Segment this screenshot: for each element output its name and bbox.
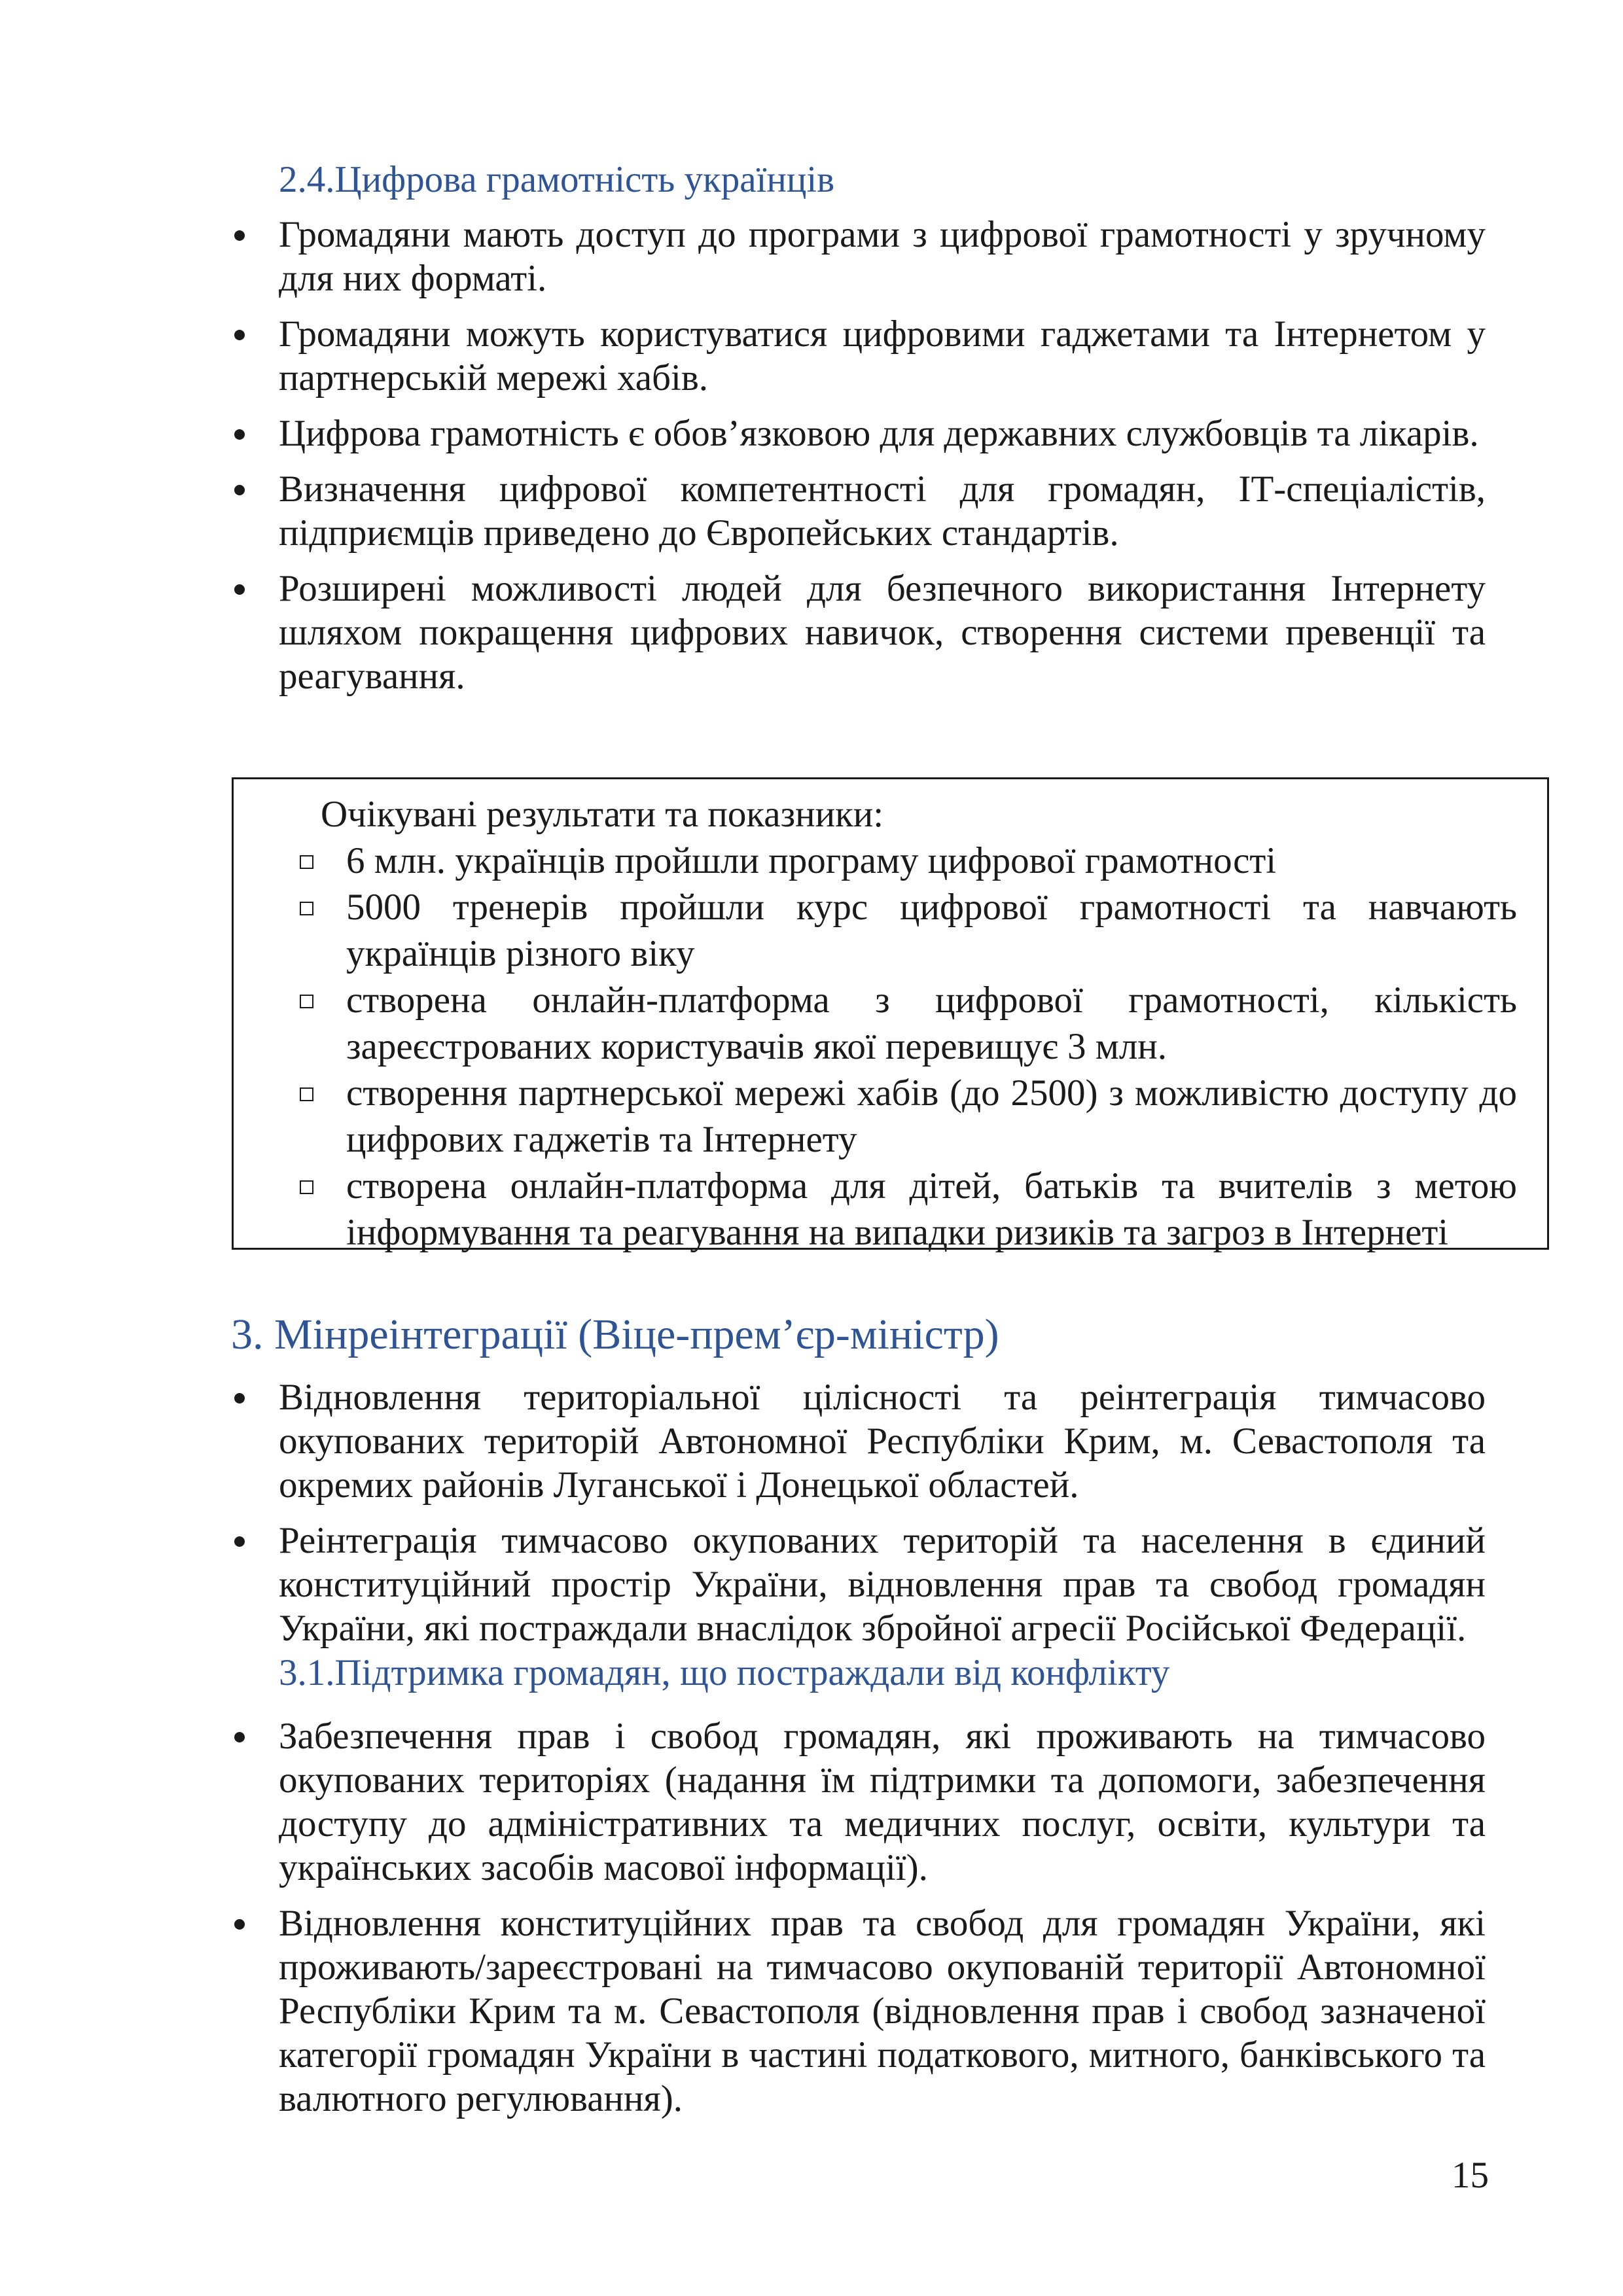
- page-number: 15: [1452, 2155, 1489, 2196]
- section-3-bullet-list: [231, 1375, 1486, 1662]
- list-item-text: Громадяни мають доступ до програми з цифрової грамотності у зручному для них форматі.: [279, 214, 1486, 299]
- list-item-text: Відновлення територіальної цілісності та реінтеграція тимчасово окупованих територій Автономної Республіки Крим, м. Севастополя та окремих районів Луганської і Донецької областей.: [279, 1377, 1486, 1506]
- list-item: [296, 838, 1517, 884]
- bullet-icon: [234, 1393, 245, 1404]
- bullet-icon: [234, 1732, 245, 1742]
- section-2-4-heading: 2.4.Цифрова грамотність українців: [279, 159, 835, 200]
- list-item: [231, 567, 1486, 698]
- bullet-icon: [234, 1919, 245, 1930]
- list-item: [231, 412, 1486, 455]
- checkbox-icon: [300, 902, 313, 915]
- bullet-icon: [234, 584, 245, 595]
- list-item-text: Цифрова грамотність є обов’язковою для державних службовців та лікарів.: [279, 413, 1479, 454]
- expected-results-title: Очікувані результати та показники:: [321, 794, 884, 835]
- list-item-text: Забезпечення прав і свобод громадян, які проживають на тимчасово окупованих територіях (надання їм підтримки та допомоги, забезпечення доступу до адміністративних та медичних послуг, освіти, культури та українських засобів масової інформації).: [279, 1716, 1486, 1888]
- expected-results-list: [296, 838, 1517, 1256]
- list-item-text: Реінтеграція тимчасово окупованих територій та населення в єдиний конституційний простір України, відновлення прав та свобод громадян України, які постраждали внаслідок збройної агресії Російської Федерації.: [279, 1520, 1486, 1649]
- bullet-icon: [234, 485, 245, 495]
- bullet-icon: [234, 1536, 245, 1547]
- list-item: [296, 977, 1517, 1070]
- list-item-text: створена онлайн-платформа з цифрової грамотності, кількість зареєстрованих користувачів якої перевищує 3 млн.: [346, 980, 1517, 1067]
- list-item-text: Громадяни можуть користуватися цифровими гаджетами та Інтернетом у партнерській мережі хабів.: [279, 313, 1486, 398]
- list-item: [231, 312, 1486, 400]
- list-item: [231, 1901, 1486, 2121]
- checkbox-icon: [300, 855, 313, 869]
- list-item-text: створення партнерської мережі хабів (до 2500) з можливістю доступу до цифрових гаджетів та Інтернету: [346, 1072, 1517, 1160]
- list-item-text: Відновлення конституційних прав та свобод для громадян України, які проживають/зареєстровані на тимчасово окупованій території Автономної Республіки Крим та м. Севастополя (відновлення прав і свобод зазначеної категорії громадян України в частині податкового, митного, банківського та валютного регулювання).: [279, 1903, 1486, 2119]
- list-item: [296, 884, 1517, 977]
- section-3-1-bullet-list: [231, 1714, 1486, 2132]
- list-item-text: 6 млн. українців пройшли програму цифрової грамотності: [346, 840, 1277, 881]
- checkbox-icon: [300, 1180, 313, 1194]
- bullet-icon: [234, 429, 245, 440]
- list-item: [231, 1375, 1486, 1507]
- list-item-text: Визначення цифрової компетентності для громадян, ІТ-спеціалістів, підприємців приведено до Європейських стандартів.: [279, 468, 1486, 554]
- list-item: [231, 213, 1486, 300]
- list-item-text: 5000 тренерів пройшли курс цифрової грамотності та навчають українців різного віку: [346, 887, 1517, 974]
- section-2-4-bullet-list: [231, 213, 1486, 710]
- list-item-text: створена онлайн-платформа для дітей, батьків та вчителів з метою інформування та реагування на випадки ризиків та загроз в Інтернеті: [346, 1165, 1517, 1253]
- list-item: [231, 467, 1486, 555]
- list-item: [231, 1519, 1486, 1650]
- section-3-heading: 3. Мінреінтеграції (Віце-прем’єр-міністр): [231, 1311, 999, 1358]
- list-item-text: Розширені можливості людей для безпечного використання Інтернету шляхом покращення цифрових навичок, створення системи превенції та реагування.: [279, 568, 1486, 697]
- list-item: [231, 1714, 1486, 1890]
- checkbox-icon: [300, 1087, 313, 1101]
- list-item: [296, 1070, 1517, 1163]
- list-item: [296, 1163, 1517, 1256]
- checkbox-icon: [300, 995, 313, 1008]
- bullet-icon: [234, 330, 245, 340]
- section-3-1-heading: 3.1.Підтримка громадян, що постраждали від конфлікту: [279, 1652, 1170, 1693]
- bullet-icon: [234, 230, 245, 241]
